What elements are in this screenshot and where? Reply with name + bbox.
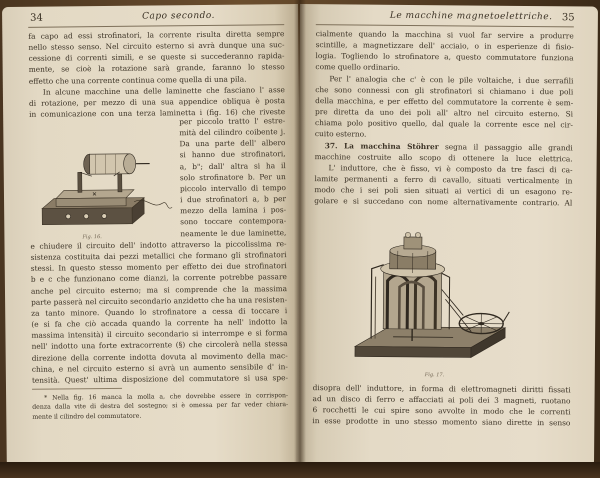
text-line: lamite permanenti a ferro di cavallo, situati verticalmente in (314, 174, 573, 186)
text-line: b e c che funzionano come dianzi, la corrente potrebbe passare (30, 272, 287, 285)
section-title: La macchina Stöhrer (343, 140, 439, 151)
right-page-number: 35 (561, 12, 575, 24)
text-line: piccolo intervallo di tempo (179, 183, 286, 194)
text-line: Per l' analogia che c' è con le pile voltaiche, i due serrafili (329, 73, 574, 86)
text-line: ad un disco di ferro e affacciati ai poli dei 3 magneti, ruotano (312, 394, 571, 406)
text-line: mità del cilindro coibente j. (179, 127, 286, 138)
text-line: tensità. Quest' ultima disposizione del commutatore si usa spe- (31, 373, 288, 385)
text-line: Da una parte dell' albero (179, 138, 286, 149)
left-text-top (28, 28, 285, 120)
footnote-rule (32, 388, 122, 390)
text-line: effetto che una corrente continua come quella di una pila. (28, 74, 247, 86)
text-line: chiama polo positivo quello, dal quale la corrente esce nel cir- (314, 118, 573, 130)
text-line: di rotazione, per mezzo di una sua appendice obliqua è posta (28, 96, 286, 108)
figure-17-stohrer-machine-illustration (353, 228, 514, 369)
footnote-line: mente il cilindro del commutatore. (32, 412, 142, 421)
text-line: in esse prodotte in uno stesso momento siano dirette in senso (312, 416, 571, 428)
text-line: fa capo ad essi strofinatori, la corrente risulta diretta sempre (28, 29, 285, 41)
text-line: in comunicazione con una terza laminetta i (fig. 16) che riveste (29, 107, 286, 119)
book-gutter-shadow (294, 0, 306, 478)
figure-17-caption: Fig. 17. (424, 372, 445, 379)
footnote-line: denza dalla vite di destra del sostegno; si è omessa per far veder chiara- (32, 401, 289, 412)
text-line: mezzo della lamina i pos- (180, 205, 287, 216)
section-first-line-rest: segna il passaggio alle grandi (445, 141, 573, 152)
text-line: a, b"; dall' altra si ha il (179, 160, 286, 171)
text-line: china, e nel circuito esterno si avrà un aumento sensibile d' in- (31, 361, 288, 374)
left-running-head: Capo secondo. (142, 10, 216, 22)
left-header-rule (28, 24, 284, 28)
text-line: nello stesso senso. Nel circuito esterno si avrà dunque una suc- (28, 40, 285, 52)
text-line: scintille, a magnetizzare dell' acciaio, o in esperienze di fisio- (315, 40, 574, 52)
right-text-top (314, 28, 574, 209)
text-line: sistenza costituita dai pezzi metallici che formano gli strofinatori (30, 250, 287, 262)
text-line: macchine costruite allo scopo di ottenere la luce elettrica. (314, 151, 573, 164)
text-line: 6 rocchetti le cui spire sono avvolte in modo che le correnti (312, 405, 571, 417)
footnote-line: * Nella fig. 16 manca la molla a, che dovrebbe essere in corrispon- (44, 392, 289, 402)
text-line: golare e si succedano con nome alternativamente contrario. Al (314, 196, 573, 208)
left-page (2, 4, 303, 469)
text-line: direzione della corrente indotta dovuta al movimento della mac- (31, 350, 288, 363)
text-line: L' induttore, che è fisso, vi è composto da tre fasci di ca- (328, 163, 573, 175)
svg-text:✕: ✕ (91, 191, 98, 199)
text-line: anche pel circuito esterno; ma si comprende che la massima (30, 283, 288, 296)
figure-16-caption: Fig. 16. (82, 234, 102, 241)
text-line: della macchina, e per effetto del commutatore la corrente è sem- (315, 96, 574, 108)
text-line: mente, se cioè la rotazione sarà grande, faranno lo stesso (28, 62, 285, 75)
right-page (296, 4, 598, 469)
text-line: cuito esterno. (314, 129, 367, 139)
text-line: i due strofinatori a, b per (179, 194, 287, 205)
text-line: che sono connessi con gli strofinatori si chiamano i due poli (315, 84, 574, 97)
text-line: modo che i sei poli sien situati ai vertici di un esagono re- (314, 185, 573, 197)
text-line: parte passerà nel circuito secondario anzidetto che ha una resisten- (31, 294, 288, 307)
text-line: logia. Togliendo lo strofinatore a, questo commutatore funziona (315, 51, 574, 63)
section-number: 37. (324, 140, 338, 150)
text-line: come quello ordinario. (315, 62, 401, 73)
text-line: (e si fa che ciò accada quando la corrente ha nell' indotto la (31, 317, 288, 329)
table-edge (0, 462, 600, 478)
right-text-bottom (312, 382, 570, 429)
text-line: In alcune macchine una delle laminette che fasciano l' asse (42, 84, 285, 97)
right-header-rule (316, 24, 574, 27)
left-footnote (32, 391, 288, 422)
right-running-head: Le macchine magnetoelettriche. (389, 10, 553, 23)
text-line: neamente le due laminette, (180, 227, 287, 238)
text-line: solo strofinatore b. Per un (179, 171, 286, 183)
text-line: cialmente quando la macchina si vuol far servire a produrre (315, 29, 574, 41)
text-line: nell' indotto una forte extracorrente (§) che circolerà nella stessa (31, 339, 288, 352)
text-line: za tanto minore. Quando lo strofinatore a cessa di toccare i (31, 306, 288, 318)
text-line: cessione di correnti simili, e se queste si succederanno rapida- (28, 51, 285, 64)
left-page-number: 34 (30, 12, 43, 24)
text-line: si hanno due strofinatori, (179, 149, 286, 160)
left-text-beside-figure (179, 115, 286, 239)
text-line: pre diretta da uno dei poli all' altro nel circuito esterno. Si (315, 107, 574, 119)
text-line: e chiudere il circuito dell' indotto attraverso la piccolissima re- (30, 239, 287, 251)
text-line: sono toccare contempora- (180, 216, 287, 227)
text-line: stessi. In questo stesso momento per effetto dei due strofinatori (30, 261, 287, 274)
figure-16-commutator-illustration (33, 145, 174, 236)
text-line: massima intensità) il circuito secondario si interrompe e si forma (31, 328, 288, 341)
text-line: disopra dell' induttore, in forma di elettromagneti diritti fissati (312, 383, 571, 395)
left-text-bottom (30, 238, 288, 386)
text-line: per piccolo tratto l' estre- (179, 116, 286, 127)
